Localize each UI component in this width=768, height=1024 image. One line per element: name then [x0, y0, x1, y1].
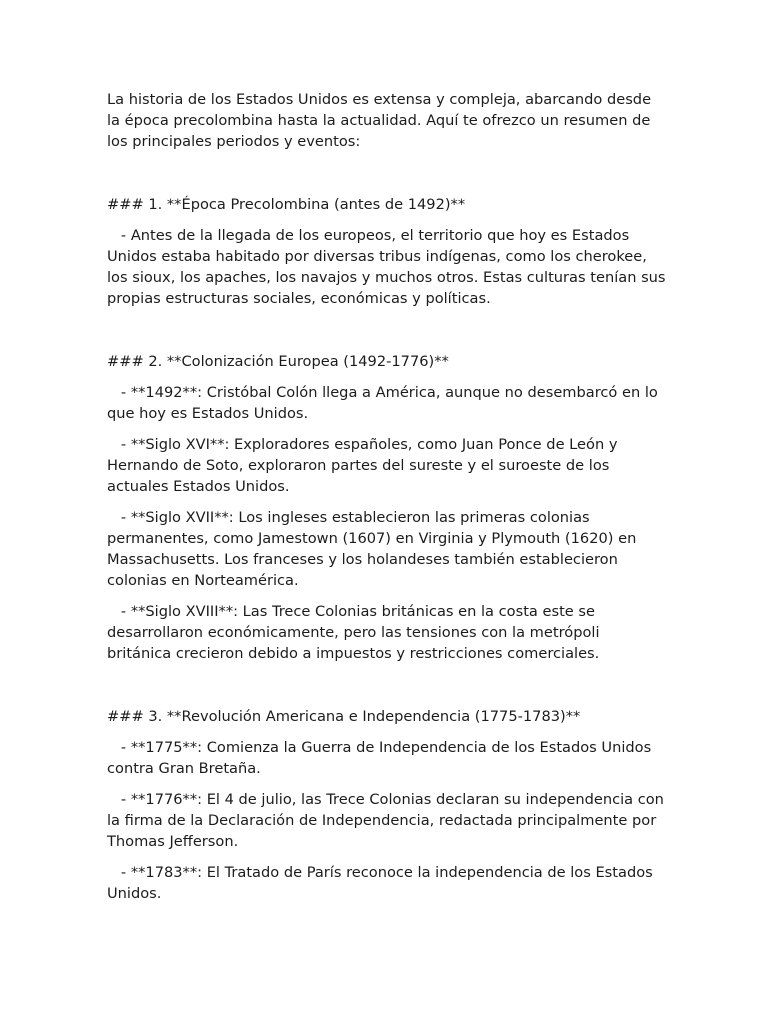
- document-page: [107, 89, 667, 946]
- section-3: [107, 706, 667, 904]
- list-item: [107, 225, 667, 309]
- list-item: [107, 382, 667, 424]
- list-item-text: - **Siglo XVII**: Los ingleses establecieron las primeras colonias permanentes, como Jamestown (1607) en Virginia y Plymouth (1620) en Massachusetts. Los franceses y los holandeses también establecieron colonias en Norteamérica.: [107, 509, 637, 589]
- list-item-text: - **Siglo XVI**: Exploradores españoles, como Juan Ponce de León y Hernando de Soto, exploraron partes del sureste y el suroeste de los actuales Estados Unidos.: [107, 436, 618, 495]
- list-item-text: - Antes de la llegada de los europeos, el territorio que hoy es Estados Unidos estaba habitado por diversas tribus indígenas, como los cherokee, los sioux, los apaches, los navajos y muchos otros. Estas culturas tenían sus propias estructuras sociales, económicas y políticas.: [107, 227, 666, 307]
- section-1: [107, 194, 667, 309]
- list-item: [107, 601, 667, 664]
- section-heading: ### 1. **Época Precolombina (antes de 1492)**: [107, 196, 466, 213]
- intro-paragraph: La historia de los Estados Unidos es extensa y compleja, abarcando desde la época precolombina hasta la actualidad. Aquí te ofrezco un resumen de los principales periodos y eventos:: [107, 91, 652, 150]
- section-heading: ### 2. **Colonización Europea (1492-1776)**: [107, 353, 449, 370]
- list-item-text: - **1783**: El Tratado de París reconoce la independencia de los Estados Unidos.: [107, 864, 653, 902]
- list-item: [107, 507, 667, 591]
- list-item-text: - **1492**: Cristóbal Colón llega a América, aunque no desembarcó en lo que hoy es Estados Unidos.: [107, 384, 658, 422]
- list-item-text: - **1776**: El 4 de julio, las Trece Colonias declaran su independencia con la firma de la Declaración de Independencia, redactada principalmente por Thomas Jefferson.: [107, 791, 664, 850]
- list-item: [107, 862, 667, 904]
- list-item-text: - **1775**: Comienza la Guerra de Independencia de los Estados Unidos contra Gran Bretaña.: [107, 739, 652, 777]
- section-heading: ### 3. **Revolución Americana e Independencia (1775-1783)**: [107, 708, 581, 725]
- list-item: [107, 434, 667, 497]
- list-item: [107, 789, 667, 852]
- list-item-text: - **Siglo XVIII**: Las Trece Colonias británicas en la costa este se desarrollaron económicamente, pero las tensiones con la metrópoli británica crecieron debido a impuestos y restricciones comerciales.: [107, 603, 600, 662]
- section-2: [107, 351, 667, 664]
- list-item: [107, 737, 667, 779]
